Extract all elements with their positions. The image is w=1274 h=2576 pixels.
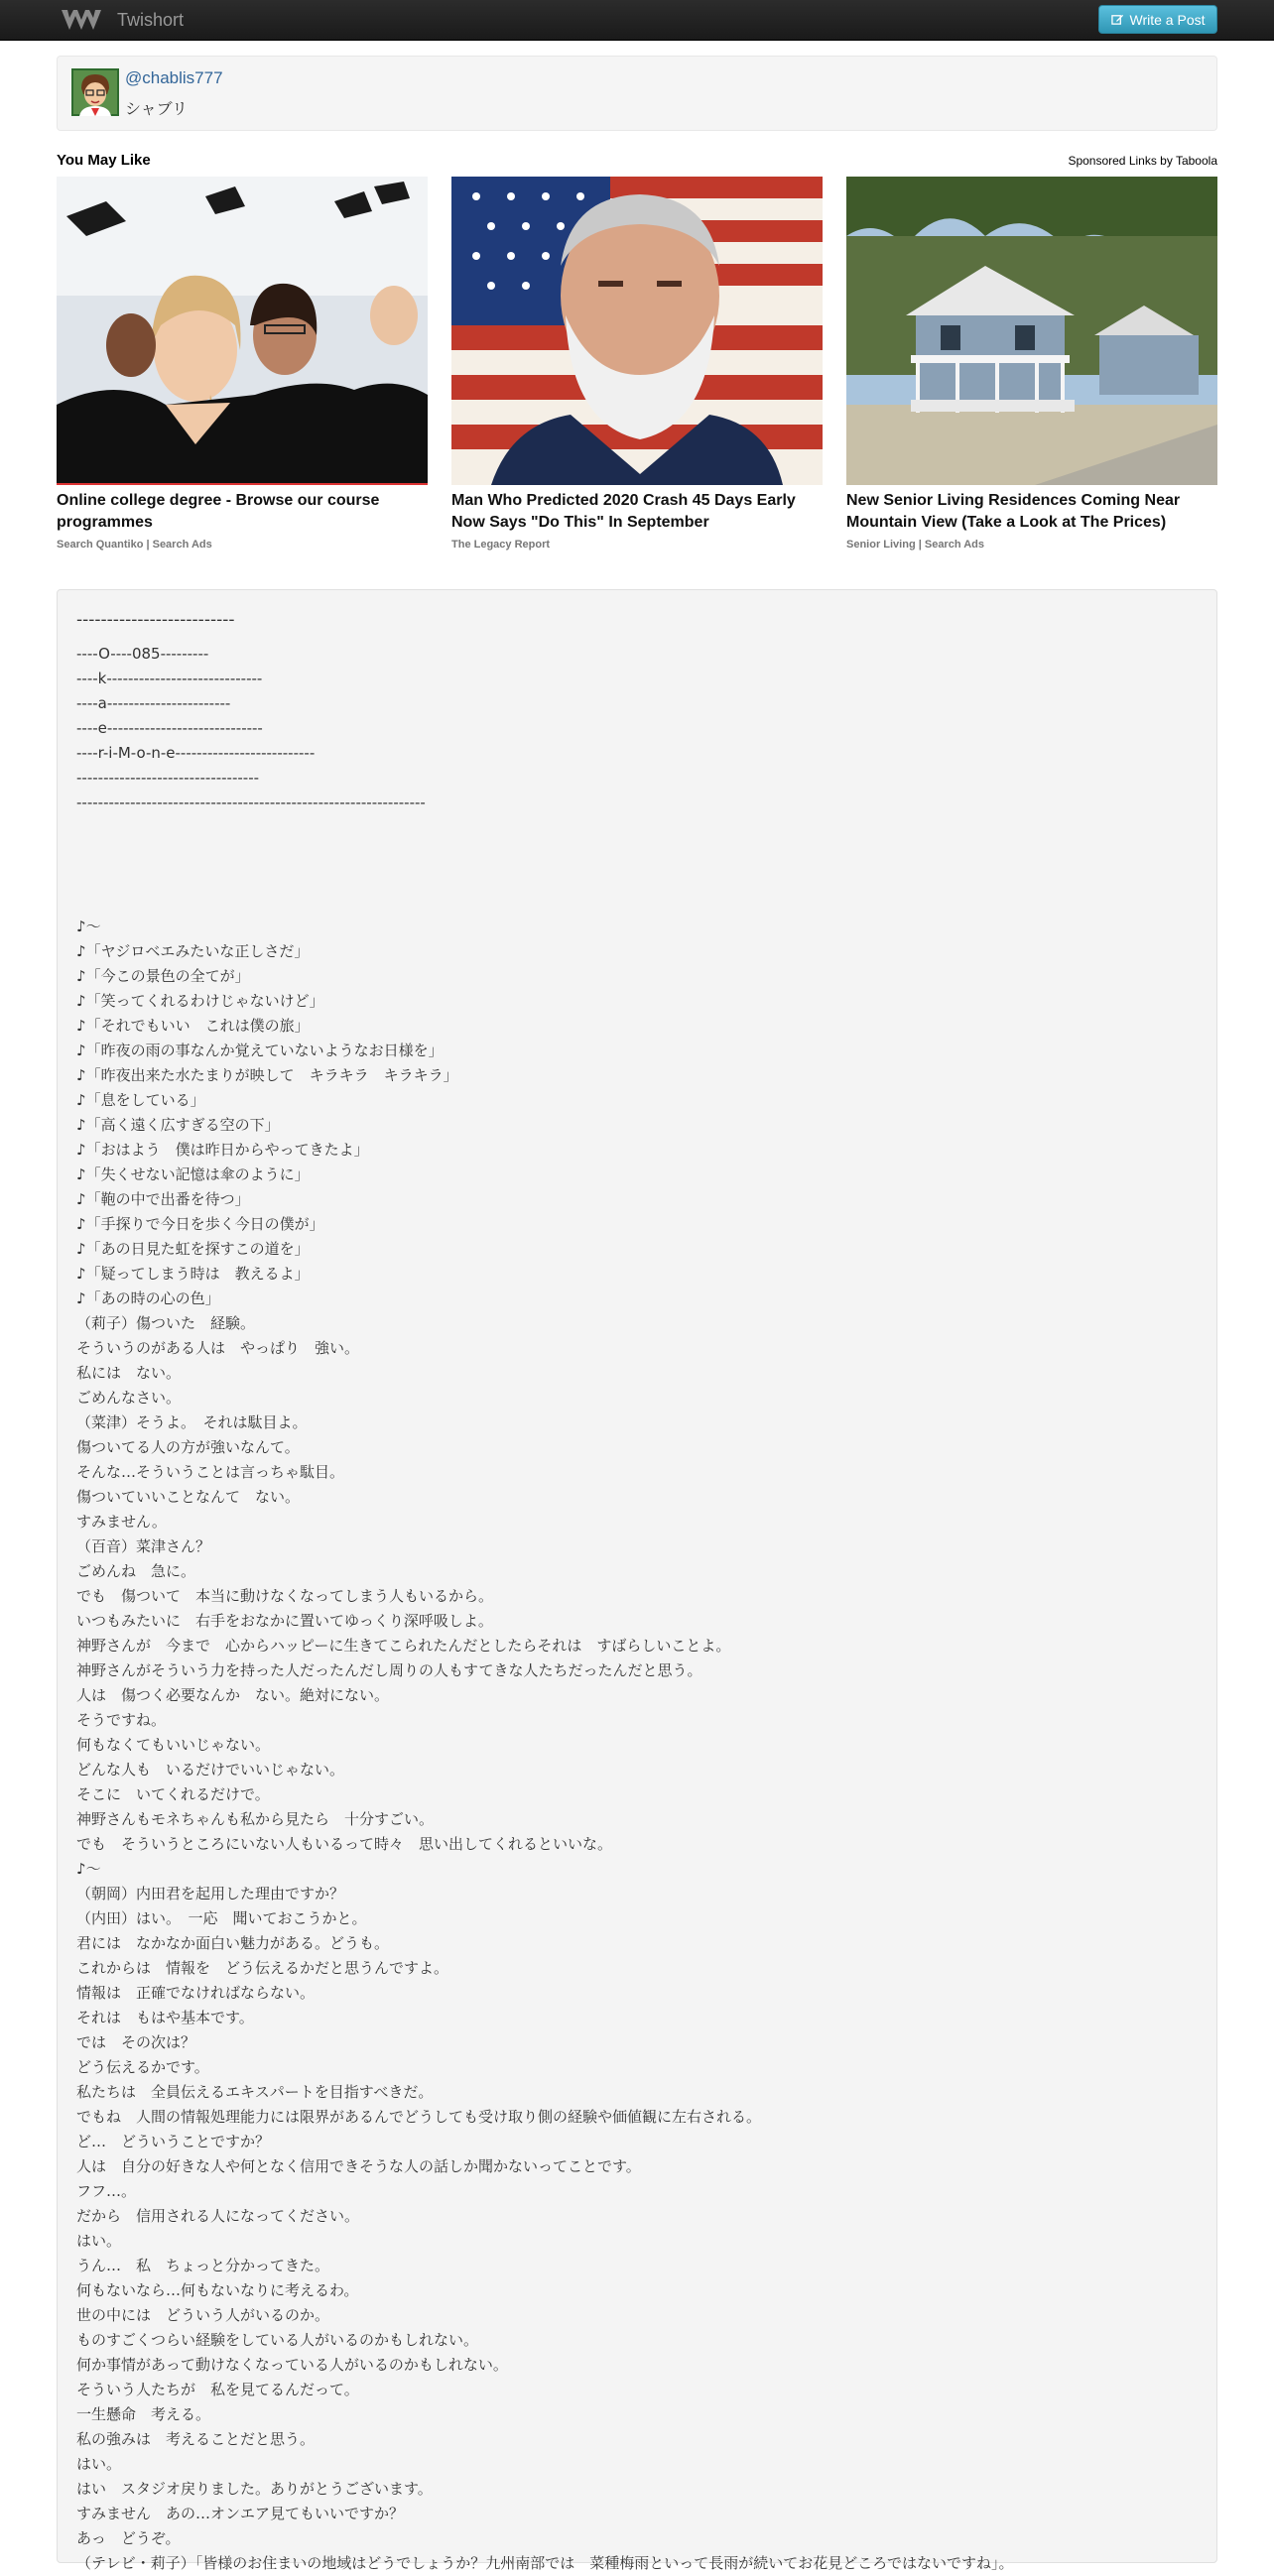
post-line: では その次は？ bbox=[76, 2033, 196, 2051]
post-line: すみません あの…オンエア見てもいいですか？ bbox=[76, 2505, 405, 2522]
post-line: ----a----------------------- bbox=[76, 694, 231, 712]
post-line: 君には なかなか面白い魅力がある。どうも。 bbox=[76, 1934, 390, 1952]
post-line: 何もなくてもいいじゃない。 bbox=[76, 1736, 271, 1754]
post-line: どんな人も いるだけでいいじゃない。 bbox=[76, 1761, 345, 1779]
post-line: 情報は 正確でなければならない。 bbox=[76, 1984, 316, 2002]
post-line: そうですね。 bbox=[76, 1711, 167, 1729]
post-line: はい。 bbox=[76, 2455, 122, 2473]
post-line: 傷ついてる人の方が強いなんて。 bbox=[76, 1438, 300, 1456]
post-line: （菜津）そうよ。 それは駄目よ。 bbox=[76, 1413, 308, 1431]
post-line bbox=[76, 815, 1198, 840]
post-line: いつもみたいに 右手をおなかに置いてゆっくり深呼吸しよ。 bbox=[76, 1612, 493, 1630]
post-line: ど… どういうことですか？ bbox=[76, 2133, 271, 2150]
post-body bbox=[57, 589, 1217, 2572]
post-text-first-line: -------------------------- bbox=[76, 610, 235, 630]
post-line: ごめんなさい。 bbox=[76, 1389, 182, 1407]
post-line: 一生懸命 考える。 bbox=[76, 2405, 211, 2423]
post-line: ♪「今この景色の全てが」 bbox=[76, 967, 250, 985]
post-line: でもね 人間の情報処理能力には限界があるんでどうしても受け取り側の経験や価値観に左右される。 bbox=[76, 2108, 762, 2126]
post-line: （朝岡）内田君を起用した理由ですか？ bbox=[76, 1885, 345, 1902]
post-line: それは もはや基本です。 bbox=[76, 2009, 254, 2026]
post-line: ----e----------------------------- bbox=[76, 719, 263, 737]
twishort-logo-icon bbox=[60, 6, 103, 34]
avatar[interactable] bbox=[71, 68, 119, 116]
ad-card[interactable] bbox=[451, 177, 823, 551]
post-line: でも そういうところにいない人もいるって時々 思い出してくれるといいな。 bbox=[76, 1835, 613, 1853]
post-line: ♪「あの時の心の色」 bbox=[76, 1289, 220, 1307]
post-line: ♪「鞄の中で出番を待つ」 bbox=[76, 1190, 250, 1208]
ad-source[interactable]: The Legacy Report bbox=[451, 539, 551, 551]
post-line: そういう人たちが 私を見てるんだって。 bbox=[76, 2381, 359, 2398]
post-line: ♪「おはよう 僕は昨日からやってきたよ」 bbox=[76, 1141, 369, 1159]
post-line: ごめんね 急に。 bbox=[76, 1562, 196, 1580]
ad-source[interactable]: Search Quantiko | Search Ads bbox=[57, 539, 212, 551]
ads-heading: You May Like bbox=[57, 152, 151, 169]
post-line: 神野さんもモネちゃんも私から見たら 十分すごい。 bbox=[76, 1810, 435, 1828]
post-line: うん… 私 ちょっと分かってきた。 bbox=[76, 2257, 330, 2274]
post-line: ♪「手探りで今日を歩く今日の僕が」 bbox=[76, 1215, 324, 1233]
post-line: フフ…。 bbox=[76, 2182, 137, 2200]
post-line: ♪「昨夜出来た水たまりが映して キラキラ キラキラ」 bbox=[76, 1066, 458, 1084]
ad-source[interactable]: Senior Living | Search Ads bbox=[846, 539, 984, 551]
post-line: （内田）はい。 一応 聞いておこうかと。 bbox=[76, 1909, 367, 1927]
post-line: 私には ない。 bbox=[76, 1364, 182, 1382]
post-line: （莉子）傷ついた 経験。 bbox=[76, 1314, 256, 1332]
post-line: ♪「疑ってしまう時は 教えるよ」 bbox=[76, 1265, 310, 1283]
author-display-name: シャブリ bbox=[125, 99, 189, 118]
post-line bbox=[76, 890, 1198, 915]
ad-title[interactable]: Man Who Predicted 2020 Crash 45 Days Early Now Says "Do This" In September bbox=[451, 492, 796, 531]
post-line: あっ どうぞ。 bbox=[76, 2529, 181, 2547]
post-line: ----------------------------------------------------------------- bbox=[76, 794, 426, 811]
ad-title[interactable]: New Senior Living Residences Coming Near Mountain View (Take a Look at The Prices) bbox=[846, 492, 1181, 531]
sponsored-links-label[interactable]: Sponsored Links by Taboola bbox=[1068, 154, 1217, 168]
post-line: そういうのがある人は やっぱり 強い。 bbox=[76, 1339, 360, 1357]
post-line: 私の強みは 考えることだと思う。 bbox=[76, 2430, 316, 2448]
post-line: どう伝えるかです。 bbox=[76, 2058, 209, 2076]
write-post-button[interactable] bbox=[1098, 5, 1217, 34]
brand-name: Twishort bbox=[117, 9, 185, 30]
post-line: そんな…そういうことは言っちゃ駄目。 bbox=[76, 1463, 345, 1481]
post-line: ものすごくつらい経験をしている人がいるのかもしれない。 bbox=[76, 2331, 479, 2349]
post-line: 私たちは 全員伝えるエキスパートを目指すべきだ。 bbox=[76, 2083, 434, 2101]
post-line: 何か事情があって動けなくなっている人がいるのかもしれない。 bbox=[76, 2356, 508, 2374]
post-line: はい。 bbox=[76, 2232, 122, 2250]
write-post-label: Write a Post bbox=[1129, 11, 1206, 28]
post-line: ♪「ヤジロベエみたいな正しさだ」 bbox=[76, 942, 310, 960]
post-line: （テレビ・莉子）「皆様のお住まいの地域はどうでしょうか？九州南部では 菜種梅雨といって長雨が続いてお花見どころではないですね」。 bbox=[76, 2554, 1014, 2572]
ad-image-cottage-house[interactable] bbox=[846, 177, 1217, 485]
post-line: はい スタジオ戻りました。ありがとうございます。 bbox=[76, 2480, 433, 2498]
post-line: すみません。 bbox=[76, 1513, 167, 1531]
post-line: ♪「笑ってくれるわけじゃないけど」 bbox=[76, 992, 324, 1010]
post-line: ♪「高く遠く広すぎる空の下」 bbox=[76, 1116, 280, 1134]
post-line: 人は 自分の好きな人や何となく信用できそうな人の話しか聞かないってことです。 bbox=[76, 2157, 641, 2175]
post-text bbox=[76, 642, 1198, 2576]
post-line: 何もないなら…何もないなりに考えるわ。 bbox=[76, 2281, 359, 2299]
post-line: 人は 傷つく必要なんか ない。絶対にない。 bbox=[76, 1686, 390, 1704]
ad-card[interactable] bbox=[846, 177, 1217, 551]
author-handle-link[interactable]: @chablis777 bbox=[125, 68, 223, 87]
post-line: これからは 情報を どう伝えるかだと思うんですよ。 bbox=[76, 1959, 449, 1977]
author-box bbox=[57, 56, 1217, 131]
post-line: ----O----085--------- bbox=[76, 645, 209, 663]
post-line: そこに いてくれるだけで。 bbox=[76, 1785, 270, 1803]
post-line: ----k----------------------------- bbox=[76, 670, 263, 687]
post-line: ----r-i-M-o-n-e-------------------------- bbox=[76, 744, 316, 762]
edit-icon bbox=[1111, 13, 1124, 26]
ad-image-graduates[interactable] bbox=[57, 177, 428, 485]
post-line: 神野さんが 今まで 心からハッピーに生きてこられたんだとしたらそれは すばらしいことよ。 bbox=[76, 1637, 731, 1655]
post-line: 傷ついていいことなんて ない。 bbox=[76, 1488, 301, 1506]
ad-title[interactable]: Online college degree - Browse our course programmes bbox=[57, 492, 380, 531]
post-line: 神野さんがそういう力を持った人だったんだし周りの人もすてきな人たちだったんだと思う。 bbox=[76, 1661, 702, 1679]
post-line: ♪～ bbox=[76, 918, 101, 935]
post-line bbox=[76, 865, 1198, 890]
post-line: （百音）菜津さん？ bbox=[76, 1537, 211, 1555]
ad-card[interactable] bbox=[57, 177, 428, 551]
brand[interactable] bbox=[60, 6, 184, 34]
top-navbar bbox=[0, 0, 1274, 41]
post-line: ♪「息をしている」 bbox=[76, 1091, 205, 1109]
ad-image-bearded-man-flag[interactable] bbox=[451, 177, 823, 485]
post-line: ♪「失くせない記憶は傘のように」 bbox=[76, 1165, 310, 1183]
post-line: でも 傷ついて 本当に動けなくなってしまう人もいるから。 bbox=[76, 1587, 494, 1605]
post-line: ♪「あの日見た虹を探すこの道を」 bbox=[76, 1240, 310, 1258]
post-line: ♪「それでもいい これは僕の旅」 bbox=[76, 1017, 310, 1035]
post-line bbox=[76, 840, 1198, 865]
post-line: だから 信用される人になってください。 bbox=[76, 2207, 360, 2225]
post-line: ---------------------------------- bbox=[76, 769, 260, 787]
post-line: ♪～ bbox=[76, 1860, 101, 1878]
post-line: 世の中には どういう人がいるのか。 bbox=[76, 2306, 330, 2324]
post-line: ♪「昨夜の雨の事なんか覚えていないようなお日様を」 bbox=[76, 1042, 444, 1059]
